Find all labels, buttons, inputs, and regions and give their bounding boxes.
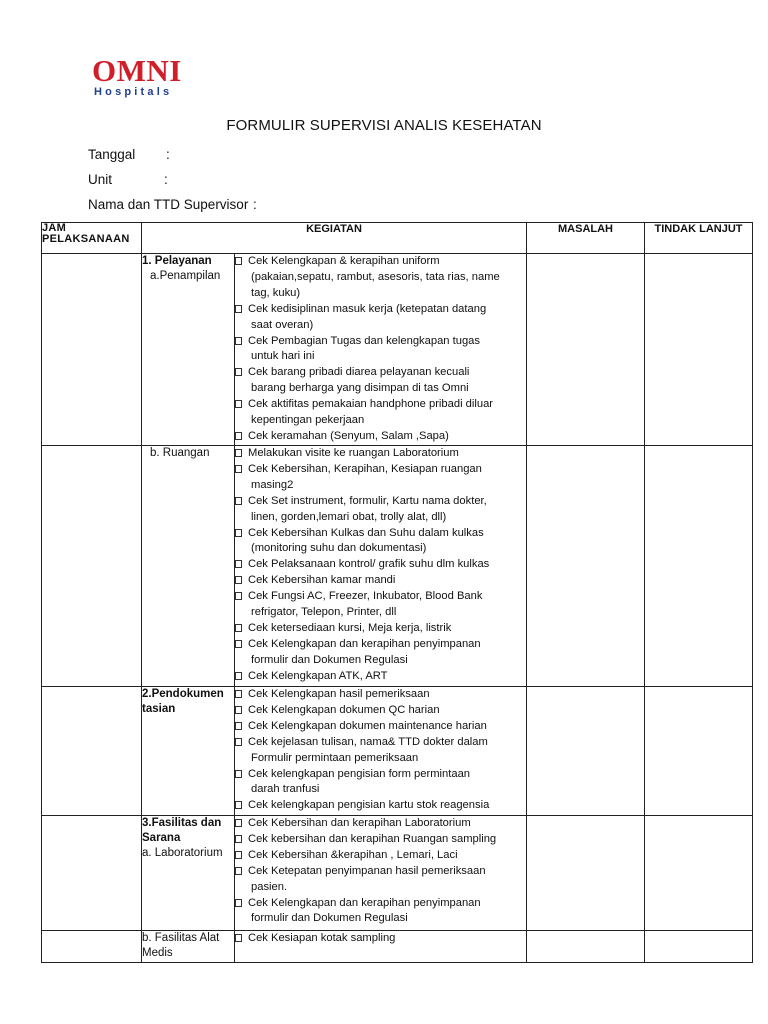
cell-tindak-lanjut[interactable] (645, 816, 753, 931)
checklist-item-text: Cek Set instrument, formulir, Kartu nama dokter, (248, 494, 487, 507)
checklist-item (235, 832, 526, 848)
meta-colon: : (253, 197, 257, 212)
checklist-item (235, 557, 526, 573)
checklist-item-text: Cek Pembagian Tugas dan kelengkapan tugas (248, 334, 480, 347)
cell-section (142, 816, 235, 931)
checklist-item (235, 302, 526, 334)
cell-jam[interactable] (42, 254, 142, 446)
meta-tanggal (88, 147, 170, 162)
checklist-item-text: refrigator, Telepon, Printer, dll (251, 606, 397, 619)
section-heading: 1. Pelayanan (142, 255, 212, 267)
cell-tindak-lanjut[interactable] (645, 687, 753, 816)
checklist-item-text: Cek Fungsi AC, Freezer, Inkubator, Blood Bank (248, 590, 483, 603)
cell-kegiatan (235, 931, 527, 963)
meta-label: Unit (88, 172, 113, 187)
section-subheading: b. Ruangan (150, 447, 210, 459)
checklist-item (235, 573, 526, 589)
cell-tindak-lanjut[interactable] (645, 931, 753, 963)
meta-label: Tanggal (88, 147, 136, 162)
checklist-item-text: masing2 (251, 478, 294, 491)
checklist-item (235, 767, 526, 799)
checkbox-icon[interactable] (235, 432, 242, 440)
section-subheading: a.Penampilan (150, 270, 221, 282)
logo-wordmark: OMNI (92, 53, 182, 88)
checkbox-icon[interactable] (235, 529, 242, 537)
checkbox-icon[interactable] (235, 400, 242, 408)
checklist-item (235, 334, 526, 366)
cell-masalah[interactable] (527, 687, 645, 816)
checkbox-icon[interactable] (235, 706, 242, 714)
checklist-item-text: Cek Kebersihan &kerapihan , Lemari, Laci (248, 848, 458, 861)
checklist-item-text: saat overan) (251, 318, 314, 331)
checkbox-icon[interactable] (235, 851, 242, 859)
checklist-item-text: Cek Pelaksanaan kontrol/ grafik suhu dlm kulkas (248, 558, 490, 571)
checklist-item (235, 669, 526, 685)
cell-tindak-lanjut[interactable] (645, 446, 753, 687)
checklist-item-text: Cek kedisiplinan masuk kerja (ketepatan datang (248, 302, 487, 315)
checkbox-icon[interactable] (235, 465, 242, 473)
table-row (42, 816, 753, 931)
cell-kegiatan (235, 687, 527, 816)
checklist-item-text: Cek Kesiapan kotak sampling (248, 932, 396, 944)
header-tindak-lanjut: TINDAK LANJUT (645, 223, 753, 254)
checklist-item-text: Cek kelengkapan pengisian form permintaan (248, 767, 471, 780)
cell-section (142, 254, 235, 446)
checklist-item-text: Cek Kebersihan, Kerapihan, Kesiapan ruangan (248, 462, 482, 475)
header-masalah: MASALAH (527, 223, 645, 254)
cell-jam[interactable] (42, 687, 142, 816)
section-subheading: b. Fasilitas Alat Medis (142, 932, 220, 959)
logo-subtitle: Hospitals (94, 86, 173, 98)
cell-section (142, 687, 235, 816)
meta-colon: : (164, 172, 168, 187)
checklist-item-text: Cek Kelengkapan dan kerapihan penyimpanan (248, 896, 481, 909)
checklist-item-text: Cek kejelasan tulisan, nama& TTD dokter dalam (248, 735, 488, 748)
checkbox-icon[interactable] (235, 722, 242, 730)
checklist-item (235, 735, 526, 767)
checklist-item-text: Cek Kelengkapan hasil pemeriksaan (248, 688, 430, 700)
checklist-item-text: Cek Ketepatan penyimpanan hasil pemeriksaan (248, 864, 486, 877)
checklist-item-text: formulir dan Dokumen Regulasi (251, 912, 408, 925)
checklist-item-text: Cek aktifitas pemakaian handphone pribadi diluar (248, 398, 494, 411)
checkbox-icon[interactable] (235, 337, 242, 345)
table-header-row (42, 223, 753, 254)
checklist-item (235, 397, 526, 429)
header-jam-pelaksanaan: JAM PELAKSANAAN (42, 223, 142, 254)
meta-unit (88, 172, 168, 187)
cell-kegiatan (235, 446, 527, 687)
checklist-item-text: Cek Kelengkapan dan kerapihan penyimpanan (248, 637, 481, 650)
checkbox-icon[interactable] (235, 899, 242, 907)
checklist-item (235, 637, 526, 669)
checkbox-icon[interactable] (235, 770, 242, 778)
checkbox-icon[interactable] (235, 835, 242, 843)
checklist-item-text: linen, gorden,lemari obat, trolly alat, dll) (251, 510, 447, 523)
checkbox-icon[interactable] (235, 801, 242, 809)
cell-kegiatan (235, 816, 527, 931)
checklist-item-text: (pakaian,sepatu, rambut, asesoris, tata rias, name (251, 270, 500, 283)
checkbox-icon[interactable] (235, 305, 242, 313)
checklist-item-text: formulir dan Dokumen Regulasi (251, 653, 408, 666)
checklist-item-text: tag, kuku) (251, 286, 301, 299)
checklist-item (235, 864, 526, 896)
omni-hospitals-logo (92, 53, 202, 98)
cell-section (142, 931, 235, 963)
checklist-item-text: Cek Kelengkapan ATK, ART (248, 669, 388, 682)
cell-jam[interactable] (42, 446, 142, 687)
checklist-item (235, 719, 526, 735)
checklist-item (235, 816, 526, 832)
cell-masalah[interactable] (527, 816, 645, 931)
checklist-item-text: Cek Kelengkapan dokumen maintenance harian (248, 719, 487, 732)
cell-masalah[interactable] (527, 931, 645, 963)
cell-tindak-lanjut[interactable] (645, 254, 753, 446)
cell-jam[interactable] (42, 931, 142, 963)
cell-section (142, 446, 235, 687)
checkbox-icon[interactable] (235, 819, 242, 827)
cell-jam[interactable] (42, 816, 142, 931)
checklist-item (235, 798, 526, 814)
header-kegiatan: KEGIATAN (142, 223, 527, 254)
table-row (42, 254, 753, 446)
checklist-item-text: Cek kebersihan dan kerapihan Ruangan sampling (248, 832, 497, 845)
checklist-item-text: Cek kelengkapan pengisian kartu stok reagensia (248, 799, 490, 812)
checklist-item (235, 254, 526, 302)
checkbox-icon[interactable] (235, 449, 242, 457)
checklist-item (235, 526, 526, 558)
checklist-item-text: Formulir permintaan pemeriksaan (251, 751, 419, 764)
cell-masalah[interactable] (527, 446, 645, 687)
checkbox-icon[interactable] (235, 624, 242, 632)
checklist-item (235, 589, 526, 621)
checklist-item-text: kepentingan pekerjaan (251, 414, 365, 427)
meta-label: Nama dan TTD Supervisor (88, 197, 249, 212)
checklist-item-text: darah tranfusi (251, 783, 320, 796)
checkbox-icon[interactable] (235, 690, 242, 698)
checkbox-icon[interactable] (235, 497, 242, 505)
checkbox-icon[interactable] (235, 672, 242, 680)
table-row (42, 687, 753, 816)
checklist-item-text: Cek Kelengkapan & kerapihan uniform (248, 255, 440, 267)
checkbox-icon[interactable] (235, 257, 242, 265)
checklist-item (235, 446, 526, 462)
checklist-item-text: Melakukan visite ke ruangan Laboratorium (248, 447, 459, 459)
checkbox-icon[interactable] (235, 934, 242, 942)
checkbox-icon[interactable] (235, 576, 242, 584)
checklist-item (235, 365, 526, 397)
checklist-item (235, 896, 526, 928)
checklist-item (235, 687, 526, 703)
meta-supervisor (88, 197, 257, 212)
section-heading: 2.Pendokumen tasian (142, 688, 224, 715)
checklist-item-text: Cek Kebersihan kamar mandi (248, 574, 396, 587)
checklist-item-text: Cek keramahan (Senyum, Salam ,Sapa) (248, 429, 449, 442)
checkbox-icon[interactable] (235, 738, 242, 746)
checkbox-icon[interactable] (235, 640, 242, 648)
checklist-item-text: (monitoring suhu dan dokumentasi) (251, 542, 427, 555)
cell-masalah[interactable] (527, 254, 645, 446)
section-subheading: a. Laboratorium (142, 847, 223, 859)
checkbox-icon[interactable] (235, 560, 242, 568)
meta-colon: : (166, 147, 170, 162)
checklist-item-text: Cek Kelengkapan dokumen QC harian (248, 703, 440, 716)
checklist-item-text: untuk hari ini (251, 350, 315, 363)
checklist-item-text: Cek barang pribadi diarea pelayanan kecuali (248, 366, 470, 379)
checklist-item (235, 494, 526, 526)
checklist-item (235, 931, 526, 947)
section-heading: 3.Fasilitas dan Sarana (142, 817, 222, 844)
checklist-item (235, 621, 526, 637)
form-title: FORMULIR SUPERVISI ANALIS KESEHATAN (226, 117, 542, 134)
checklist-item-text: barang berharga yang disimpan di tas Omni (251, 382, 469, 395)
checklist-item (235, 848, 526, 864)
checklist-item-text: Cek ketersediaan kursi, Meja kerja, listrik (248, 621, 452, 634)
checkbox-icon[interactable] (235, 867, 242, 875)
checklist-item (235, 462, 526, 494)
checkbox-icon[interactable] (235, 368, 242, 376)
checklist-item (235, 429, 526, 445)
table-row (42, 931, 753, 963)
checklist-item-text: Cek Kebersihan dan kerapihan Laboratorium (248, 817, 471, 829)
checklist-item-text: pasien. (251, 880, 288, 893)
checkbox-icon[interactable] (235, 592, 242, 600)
checklist-item-text: Cek Kebersihan Kulkas dan Suhu dalam kulkas (248, 526, 484, 539)
supervision-table (41, 222, 753, 963)
cell-kegiatan (235, 254, 527, 446)
checklist-item (235, 703, 526, 719)
table-row (42, 446, 753, 687)
